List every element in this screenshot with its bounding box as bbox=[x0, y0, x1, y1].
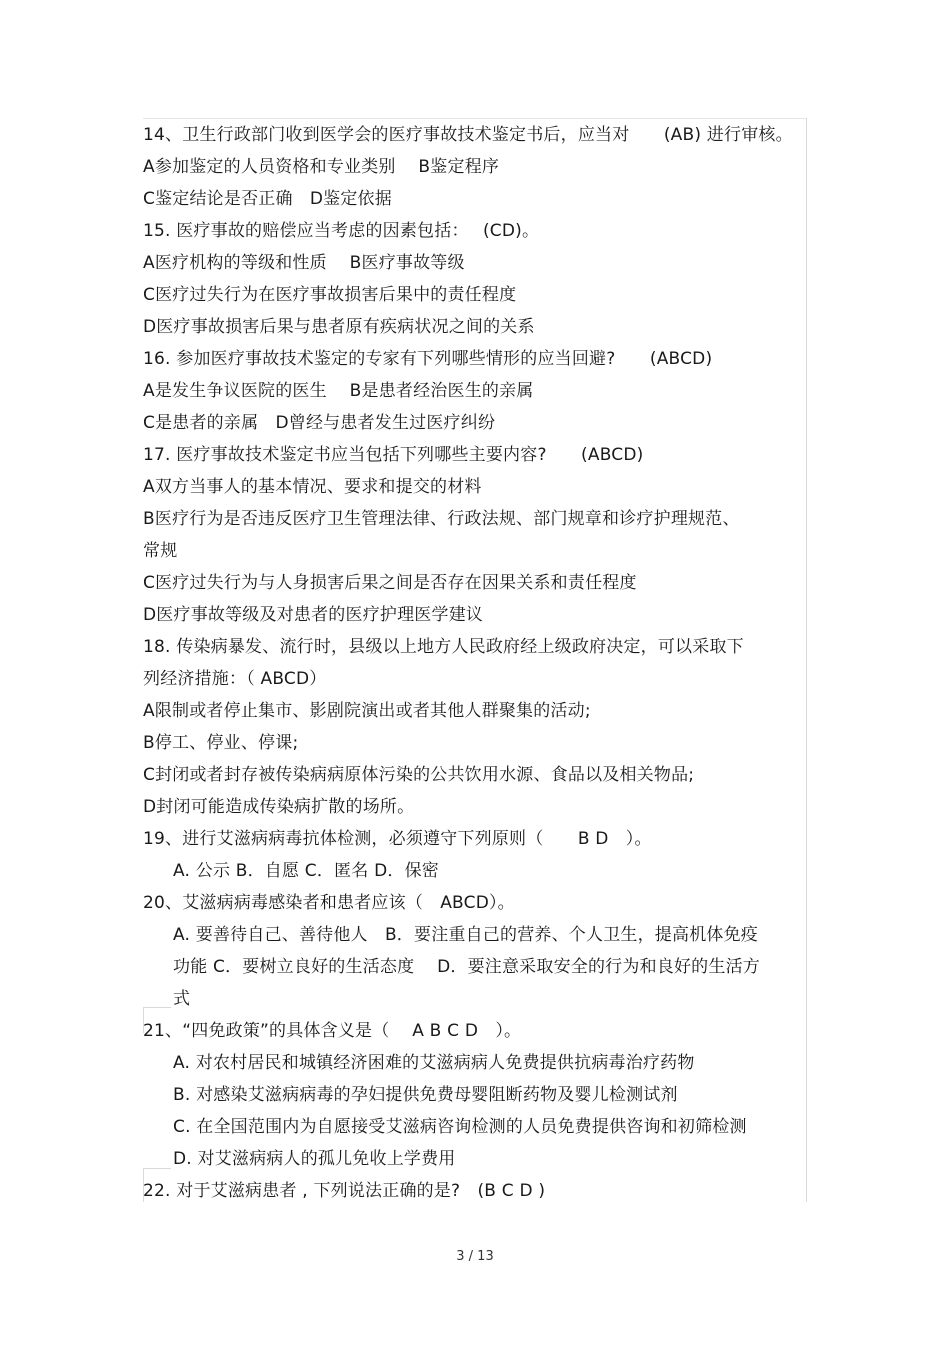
text-line: A参加鉴定的人员资格和专业类别 B鉴定程序 bbox=[143, 157, 500, 177]
text-line: C. 在全国范围内为自愿接受艾滋病咨询检测的人员免费提供咨询和初筛检测 bbox=[173, 1117, 747, 1137]
text-line: 14、卫生行政部门收到医学会的医疗事故技术鉴定书后，应当对 (AB) 进行审核。 bbox=[143, 125, 793, 145]
text-line: C医疗过失行为与人身损害后果之间是否存在因果关系和责任程度 bbox=[143, 573, 637, 593]
text-line: 21、“四免政策”的具体含义是（ A B C D ）。 bbox=[143, 1021, 522, 1041]
text-line: 16. 参加医疗事故技术鉴定的专家有下列哪些情形的应当回避? (ABCD) bbox=[143, 349, 713, 369]
text-line: A. 要善待自己、善待他人 B．要注重自己的营养、个人卫生，提高机体免疫 bbox=[173, 925, 758, 945]
text-line: D封闭可能造成传染病扩散的场所。 bbox=[143, 797, 415, 817]
text-line: 19、进行艾滋病病毒抗体检测，必须遵守下列原则（ B D ）。 bbox=[143, 829, 652, 849]
text-line: 20、艾滋病病毒感染者和患者应该（ ABCD）。 bbox=[143, 893, 515, 913]
text-line: 式 bbox=[173, 989, 191, 1009]
question-text-body bbox=[143, 119, 811, 1207]
text-line: B停工、停业、停课; bbox=[143, 733, 299, 753]
text-line: 18. 传染病暴发、流行时，县级以上地方人民政府经上级政府决定，可以采取下 bbox=[143, 637, 744, 657]
text-line: 15. 医疗事故的赔偿应当考虑的因素包括： (CD)。 bbox=[143, 221, 540, 241]
text-line: D. 对艾滋病病人的孤儿免收上学费用 bbox=[173, 1149, 456, 1169]
text-line: C是患者的亲属 D曾经与患者发生过医疗纠纷 bbox=[143, 413, 496, 433]
text-line: A医疗机构的等级和性质 B医疗事故等级 bbox=[143, 253, 465, 273]
text-line: C医疗过失行为在医疗事故损害后果中的责任程度 bbox=[143, 285, 517, 305]
text-line: B. 对感染艾滋病病毒的孕妇提供免费母婴阻断药物及婴儿检测试剂 bbox=[173, 1085, 678, 1105]
text-line: 列经济措施：（ ABCD） bbox=[143, 669, 327, 689]
page-number: 3 / 13 bbox=[456, 1249, 494, 1264]
text-line: D医疗事故损害后果与患者原有疾病状况之间的关系 bbox=[143, 317, 535, 337]
text-line: 17. 医疗事故技术鉴定书应当包括下列哪些主要内容? (ABCD) bbox=[143, 445, 644, 465]
text-line: A是发生争议医院的医生 B是患者经治医生的亲属 bbox=[143, 381, 534, 401]
text-line: D医疗事故等级及对患者的医疗护理医学建议 bbox=[143, 605, 484, 625]
text-line: C鉴定结论是否正确 D鉴定依据 bbox=[143, 189, 392, 209]
text-line: A. 对农村居民和城镇经济困难的艾滋病病人免费提供抗病毒治疗药物 bbox=[173, 1053, 695, 1073]
text-line: 功能 C．要树立良好的生活态度 D．要注意采取安全的行为和良好的生活方 bbox=[173, 957, 760, 977]
text-line: A限制或者停止集市、影剧院演出或者其他人群聚集的活动; bbox=[143, 701, 591, 721]
text-line: A. 公示 B．自愿 C．匿名 D．保密 bbox=[173, 861, 439, 881]
text-line: 22. 对于艾滋病患者 , 下列说法正确的是? (B C D ) bbox=[143, 1181, 546, 1201]
text-line: C封闭或者封存被传染病病原体污染的公共饮用水源、食品以及相关物品; bbox=[143, 765, 695, 785]
text-line: B医疗行为是否违反医疗卫生管理法律、行政法规、部门规章和诊疗护理规范、 bbox=[143, 509, 740, 529]
text-line: A双方当事人的基本情况、要求和提交的材料 bbox=[143, 477, 482, 497]
text-line: 常规 bbox=[143, 541, 178, 561]
